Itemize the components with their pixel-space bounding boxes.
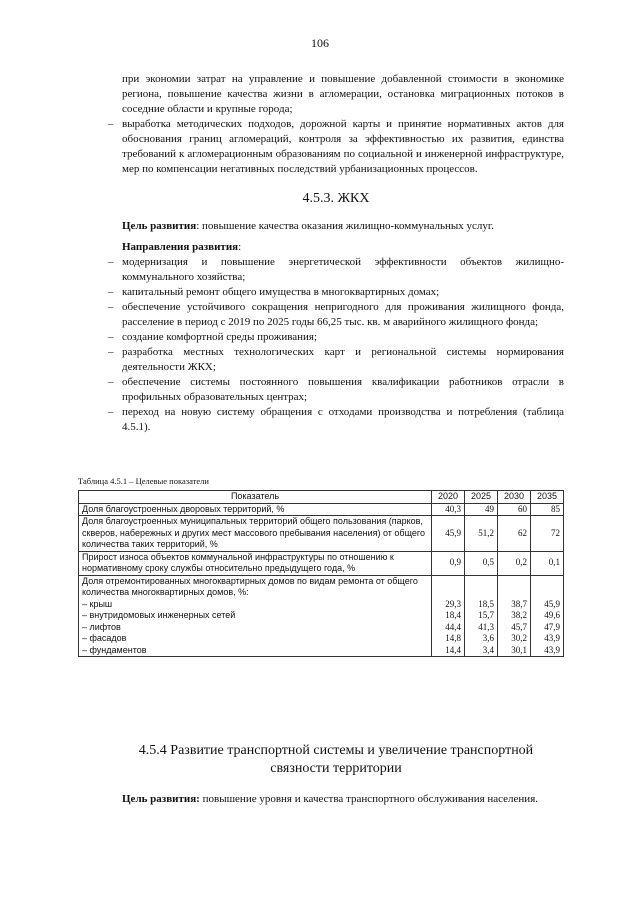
row-label: Прирост износа объектов коммунальной инфраструктуры по отношению к нормативному сроку службы относительно предыдущего года, % [79,551,432,575]
cell-value: 14,4 [432,645,465,657]
cell-value: 38,7 [498,599,531,611]
table-row [79,622,564,634]
list-item: – создание комфортной среды проживания; [108,330,564,345]
row-label: – крыш [79,599,432,611]
cell-value: 49,6 [531,610,564,622]
cell-value: 41,3 [465,622,498,634]
cell-value: 0,1 [531,551,564,575]
goal-label: Цель развития [122,220,197,232]
cell-value: 45,9 [432,516,465,552]
cell-value: 47,9 [531,622,564,634]
section-title-453: 4.5.3. ЖКХ [302,191,370,206]
empty-cell [432,575,465,599]
table-header-row [79,491,564,504]
empty-cell [531,575,564,599]
list-item: – модернизация и повышение энергетической эффективности объектов жилищно-коммунального хозяйства; [108,255,564,285]
indicators-table [78,490,564,657]
list-item: – переход на новую систему обращения с отходами производства и потребления (таблица 4.5.1). [108,405,564,435]
section-title-line: 4.5.4 Развитие транспортной системы и увеличение транспортной [138,743,534,758]
list-item: – обеспечение системы постоянного повышения квалификации работников отрасли в профильных образовательных центрах; [108,375,564,405]
row-label: – фундаментов [79,645,432,657]
list-item: – разработка местных технологических карт и региональной системы нормирования деятельности ЖКХ; [108,345,564,375]
cell-value: 85 [531,503,564,516]
table-row [79,610,564,622]
table-row [79,645,564,657]
directions-list [108,255,564,435]
cell-value: 14,8 [432,633,465,645]
cell-value: 72 [531,516,564,552]
header-2025: 2025 [465,491,498,504]
header-indicator: Показатель [79,491,432,504]
cell-value: 43,9 [531,645,564,657]
list-item: – капитальный ремонт общего имущества в многоквартирных домах; [108,285,564,300]
header-2035: 2035 [531,491,564,504]
list-item: – выработка методических подходов, дорожной карты и принятие нормативных актов для обоснования границ агломераций, контроля за эффективностью их развития, единства требований к агломерационным образованиям по социальной и инженерной инфраструктуре, мер по компенсации негативных последствий урбанизационных процессов. [108,117,564,177]
cell-value: 45,9 [531,599,564,611]
table-row [79,516,564,552]
cell-value: 60 [498,503,531,516]
cell-value: 30,1 [498,645,531,657]
cell-value: 18,4 [432,610,465,622]
cell-value: 0,9 [432,551,465,575]
goal-paragraph [108,792,564,807]
directions-label: Направления развития [122,241,239,253]
cell-value: 18,5 [465,599,498,611]
section-title-line: связности территории [270,761,402,776]
cell-value: 0,5 [465,551,498,575]
cell-value: 3,6 [465,633,498,645]
directions-colon: : [238,241,242,253]
row-label: – фасадов [79,633,432,645]
cell-value: 49 [465,503,498,516]
list-item: – обеспечение устойчивого сокращения непригодного для проживания жилищного фонда, расселение в период с 2019 по 2025 годы 66,25 тыс. кв. м аварийного жилищного фонда; [108,300,564,330]
cell-value: 0,2 [498,551,531,575]
header-2030: 2030 [498,491,531,504]
table-row [79,503,564,516]
goal-text: : повышение качества оказания жилищно-коммунальных услуг. [196,220,494,232]
goal-text: повышение уровня и качества транспортного обслуживания населения. [199,793,539,805]
page-number: 106 [311,36,329,50]
group-label: Доля отремонтированных многоквартирных домов по видам ремонта от общего количества многоквартирных домов, %: [79,575,432,599]
row-label: Доля благоустроенных дворовых территорий, % [79,503,432,516]
empty-cell [498,575,531,599]
section-454 [108,742,564,807]
header-2020: 2020 [432,491,465,504]
table-row [79,551,564,575]
cell-value: 62 [498,516,531,552]
cell-value: 30,2 [498,633,531,645]
cell-value: 40,3 [432,503,465,516]
cell-value: 15,7 [465,610,498,622]
table-caption: Таблица 4.5.1 – Целевые показатели [78,476,209,486]
goal-paragraph [108,219,564,234]
goal-label: Цель развития: [122,793,200,805]
section-title-454 [108,742,564,778]
table-row [79,633,564,645]
cell-value: 45,7 [498,622,531,634]
cell-value: 44,4 [432,622,465,634]
directions-heading [108,240,564,255]
cell-value: 43,9 [531,633,564,645]
empty-cell [465,575,498,599]
row-label: – лифтов [79,622,432,634]
main-text [108,72,564,435]
cell-value: 3,4 [465,645,498,657]
table-group-header-row [79,575,564,599]
intro-list [108,117,564,177]
cell-value: 51,2 [465,516,498,552]
row-label: – внутридомовых инженерных сетей [79,610,432,622]
row-label: Доля благоустроенных муниципальных территорий общего пользования (парков, скверов, набережных и других мест массового пребывания населения) от общего количества таких территорий, % [79,516,432,552]
cell-value: 29,3 [432,599,465,611]
table-row [79,599,564,611]
continuation-text: при экономии затрат на управление и повышение добавленной стоимости в экономике региона, повышение качества жизни в агломерации, остановка миграционных потоков в соседние области и крупные города; [122,73,564,115]
cell-value: 38,2 [498,610,531,622]
